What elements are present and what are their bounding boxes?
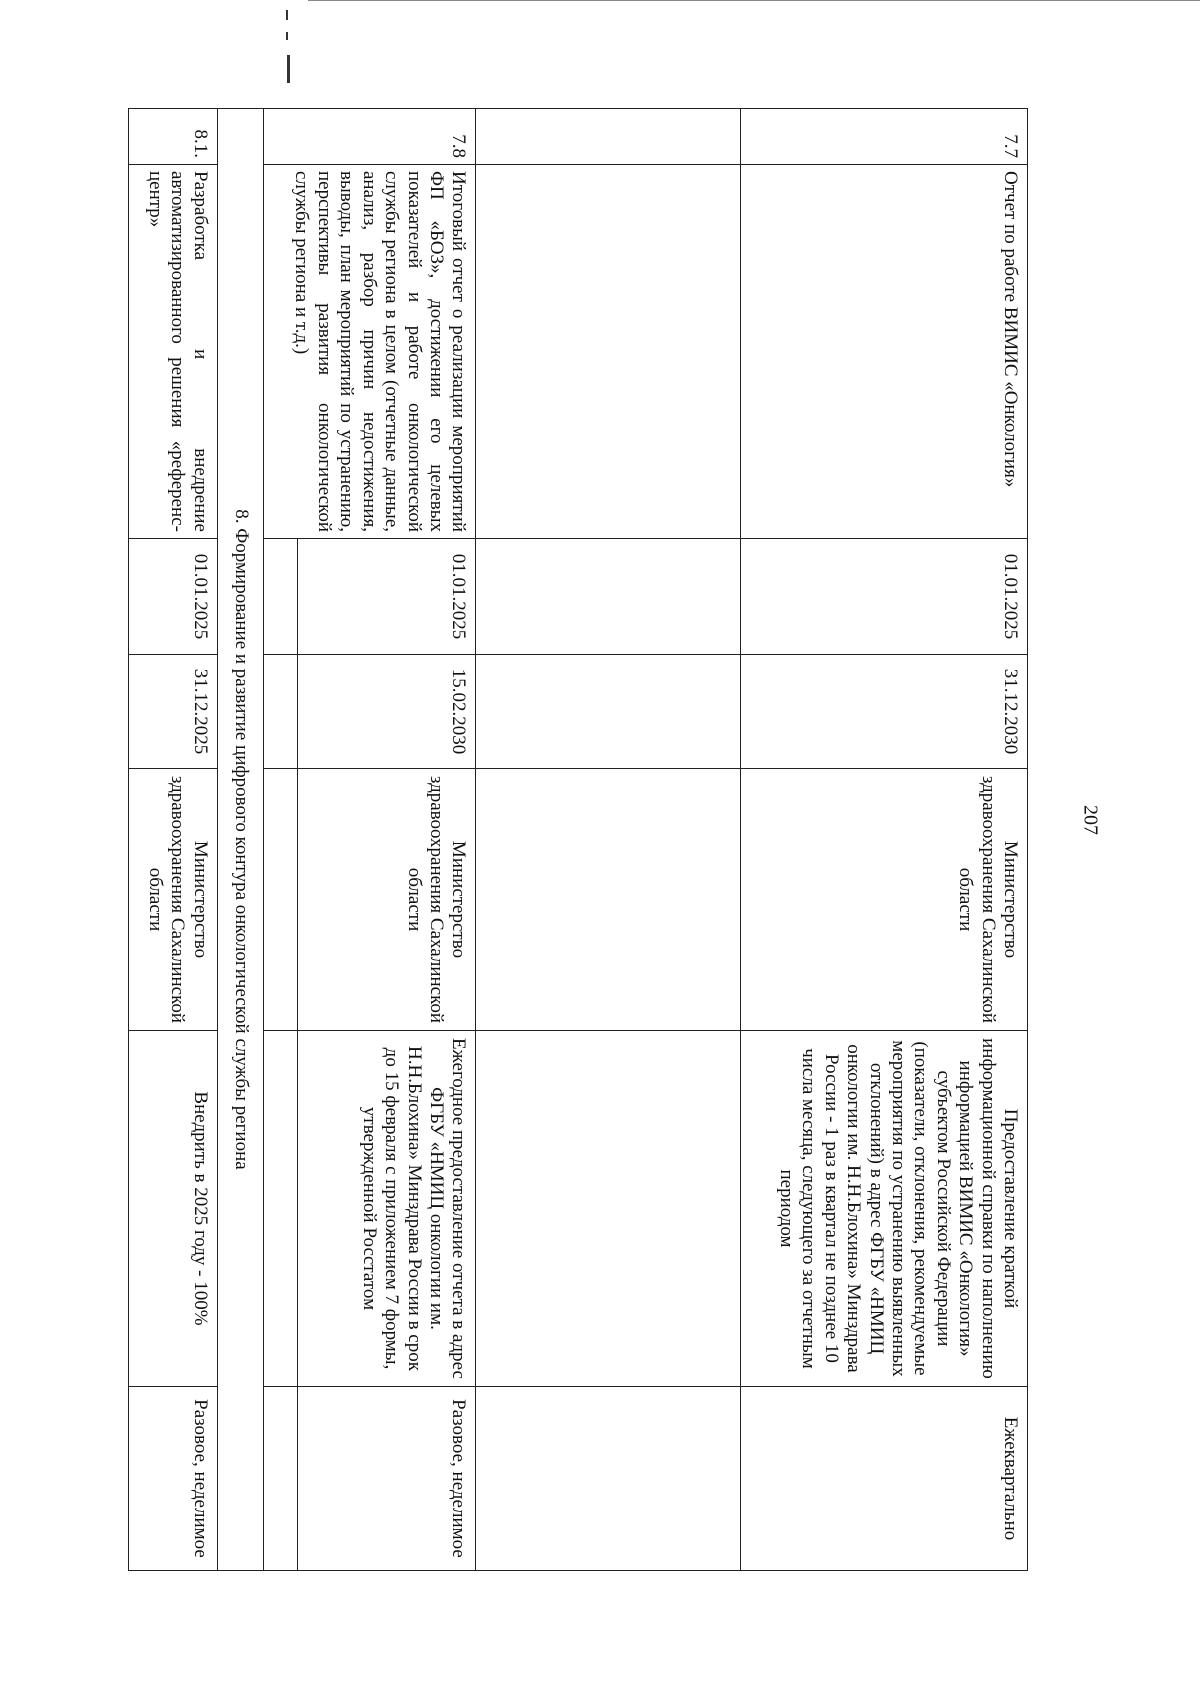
table-row bbox=[129, 109, 218, 1571]
start-date: 01.01.2025 bbox=[298, 539, 476, 655]
row-number: 7.7 bbox=[741, 109, 1028, 165]
end-date: 31.12.2025 bbox=[129, 655, 218, 769]
frequency: Разовое, неделимое bbox=[129, 1387, 218, 1571]
scan-artifact bbox=[286, 10, 288, 20]
page-number: 207 bbox=[1079, 805, 1102, 835]
scan-artifact bbox=[308, 0, 1200, 1]
frequency: Ежеквартально bbox=[741, 1387, 1028, 1571]
row-number: 7.8 bbox=[264, 109, 476, 165]
table-row bbox=[298, 109, 476, 1571]
section-title: 8. Формирование и развитие цифрового контура онкологической службы региона bbox=[217, 109, 263, 1571]
frequency: Разовое, неделимое bbox=[298, 1387, 476, 1571]
activity-name: Итоговый отчет о реализации мероприятий ФП «БОЗ», достижении его целевых показателей и работе онкологической службы региона в целом (отчетные данные, анализ, разбор причин недостижения, выводы, план мероприятий по устранению, перспективы развития онкологической службы региона и т.д.) bbox=[264, 165, 476, 539]
result-description: Ежегодное предоставление отчета в адрес ФГБУ «НМИЦ онкологии им. Н.Н.Блохина» Минздрава России в срок до 15 февраля с приложением 7 формы, утвержденной Росстатом bbox=[298, 1031, 476, 1387]
start-date: 01.01.2025 bbox=[129, 539, 218, 655]
result-description: Внедрить в 2025 году - 100% bbox=[129, 1031, 218, 1387]
responsible: Министерство здравоохранения Сахалинской области bbox=[741, 769, 1028, 1031]
section-heading-row bbox=[217, 109, 263, 1571]
end-date: 31.12.2030 bbox=[741, 655, 1028, 769]
table-row bbox=[741, 109, 1028, 1571]
start-date: 01.01.2025 bbox=[741, 539, 1028, 655]
table-row-empty bbox=[476, 109, 741, 1571]
activity-name: Отчет по работе ВИМИС «Онкология» bbox=[741, 165, 1028, 539]
table-rotated-container bbox=[128, 108, 1028, 1570]
row-number: 8.1. bbox=[129, 109, 218, 165]
scan-artifact bbox=[286, 32, 288, 40]
responsible: Министерство здравоохранения Сахалинской области bbox=[129, 769, 218, 1031]
end-date: 15.02.2030 bbox=[298, 655, 476, 769]
responsible: Министерство здравоохранения Сахалинской области bbox=[298, 769, 476, 1031]
result-description: Предоставление краткой информационной справки по наполнению информацией ВИМИС «Онкология» субъектом Российской Федерации (показатели, отклонения, рекомендуемые мероприятия по устранению выявленных отклонений) в адрес ФГБУ «НМИЦ онкологии им. Н.Н.Блохина» Минздрава России - 1 раз в квартал не позднее 10 числа месяца, следующего за отчетным периодом bbox=[741, 1031, 1028, 1387]
scan-artifact bbox=[287, 55, 290, 83]
plan-table bbox=[128, 108, 1028, 1571]
activity-name: Разработка и внедрение автоматизированного решения «референс-центр» bbox=[129, 165, 218, 539]
